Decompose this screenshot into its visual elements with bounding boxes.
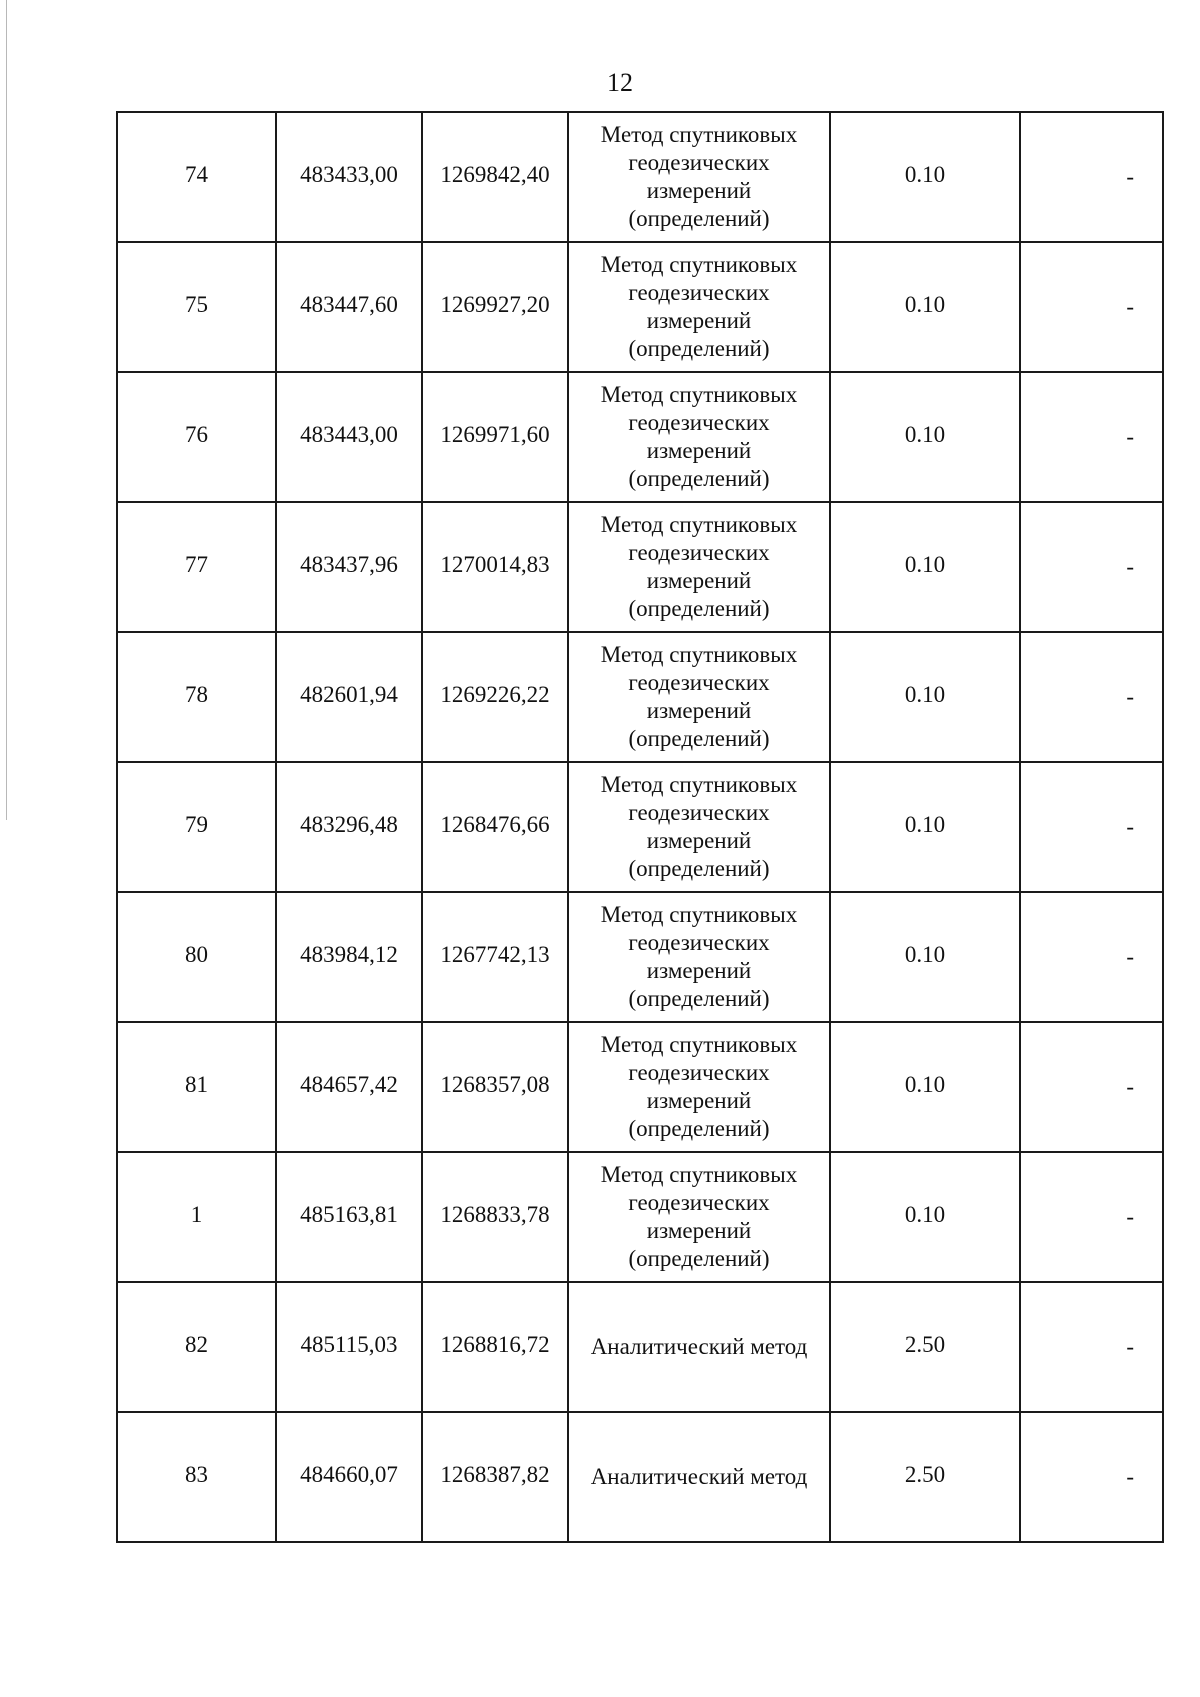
x-coordinate-cell: 483984,12 [276,892,422,1022]
table-row [117,632,1163,762]
accuracy-cell: 0.10 [830,372,1020,502]
method-cell: Метод спутниковых геодезических измерений (определений) [568,762,830,892]
y-coordinate-cell: 1269226,22 [422,632,568,762]
table-row [117,112,1163,242]
table-row [117,762,1163,892]
method-cell: Метод спутниковых геодезических измерений (определений) [568,112,830,242]
y-coordinate-cell: 1269842,40 [422,112,568,242]
note-cell: - [1020,1152,1163,1282]
method-cell: Метод спутниковых геодезических измерений (определений) [568,1022,830,1152]
accuracy-cell: 2.50 [830,1412,1020,1542]
point-number-cell: 1 [117,1152,276,1282]
x-coordinate-cell: 485115,03 [276,1282,422,1412]
point-number-cell: 78 [117,632,276,762]
x-coordinate-cell: 483437,96 [276,502,422,632]
method-cell: Аналитический метод [568,1282,830,1412]
x-coordinate-cell: 483433,00 [276,112,422,242]
table-row [117,372,1163,502]
page-number: 12 [607,68,633,97]
note-cell: - [1020,892,1163,1022]
x-coordinate-cell: 484660,07 [276,1412,422,1542]
y-coordinate-cell: 1268387,82 [422,1412,568,1542]
accuracy-cell: 0.10 [830,762,1020,892]
point-number-cell: 81 [117,1022,276,1152]
x-coordinate-cell: 483443,00 [276,372,422,502]
accuracy-cell: 0.10 [830,632,1020,762]
point-number-cell: 82 [117,1282,276,1412]
point-number-cell: 79 [117,762,276,892]
method-cell: Метод спутниковых геодезических измерений (определений) [568,372,830,502]
table-body [117,112,1163,1542]
note-cell: - [1020,762,1163,892]
method-cell: Метод спутниковых геодезических измерений (определений) [568,242,830,372]
accuracy-cell: 0.10 [830,1022,1020,1152]
table-row [117,502,1163,632]
y-coordinate-cell: 1269971,60 [422,372,568,502]
point-number-cell: 75 [117,242,276,372]
table-row [117,892,1163,1022]
note-cell: - [1020,1412,1163,1542]
note-cell: - [1020,632,1163,762]
coordinates-table [116,111,1164,1543]
method-cell: Метод спутниковых геодезических измерений (определений) [568,1152,830,1282]
table-row [117,1412,1163,1542]
table-row [117,1152,1163,1282]
accuracy-cell: 2.50 [830,1282,1020,1412]
point-number-cell: 83 [117,1412,276,1542]
y-coordinate-cell: 1268816,72 [422,1282,568,1412]
method-cell: Метод спутниковых геодезических измерений (определений) [568,632,830,762]
y-coordinate-cell: 1270014,83 [422,502,568,632]
point-number-cell: 80 [117,892,276,1022]
method-cell: Аналитический метод [568,1412,830,1542]
accuracy-cell: 0.10 [830,892,1020,1022]
table-row [117,242,1163,372]
accuracy-cell: 0.10 [830,112,1020,242]
x-coordinate-cell: 483296,48 [276,762,422,892]
note-cell: - [1020,242,1163,372]
accuracy-cell: 0.10 [830,1152,1020,1282]
y-coordinate-cell: 1268476,66 [422,762,568,892]
note-cell: - [1020,502,1163,632]
note-cell: - [1020,112,1163,242]
accuracy-cell: 0.10 [830,242,1020,372]
accuracy-cell: 0.10 [830,502,1020,632]
note-cell: - [1020,1022,1163,1152]
table-row [117,1282,1163,1412]
point-number-cell: 77 [117,502,276,632]
note-cell: - [1020,1282,1163,1412]
note-cell: - [1020,372,1163,502]
x-coordinate-cell: 482601,94 [276,632,422,762]
y-coordinate-cell: 1268833,78 [422,1152,568,1282]
table-row [117,1022,1163,1152]
scan-edge-line [6,0,7,820]
point-number-cell: 74 [117,112,276,242]
y-coordinate-cell: 1268357,08 [422,1022,568,1152]
x-coordinate-cell: 483447,60 [276,242,422,372]
method-cell: Метод спутниковых геодезических измерений (определений) [568,892,830,1022]
point-number-cell: 76 [117,372,276,502]
y-coordinate-cell: 1267742,13 [422,892,568,1022]
y-coordinate-cell: 1269927,20 [422,242,568,372]
x-coordinate-cell: 484657,42 [276,1022,422,1152]
method-cell: Метод спутниковых геодезических измерений (определений) [568,502,830,632]
x-coordinate-cell: 485163,81 [276,1152,422,1282]
